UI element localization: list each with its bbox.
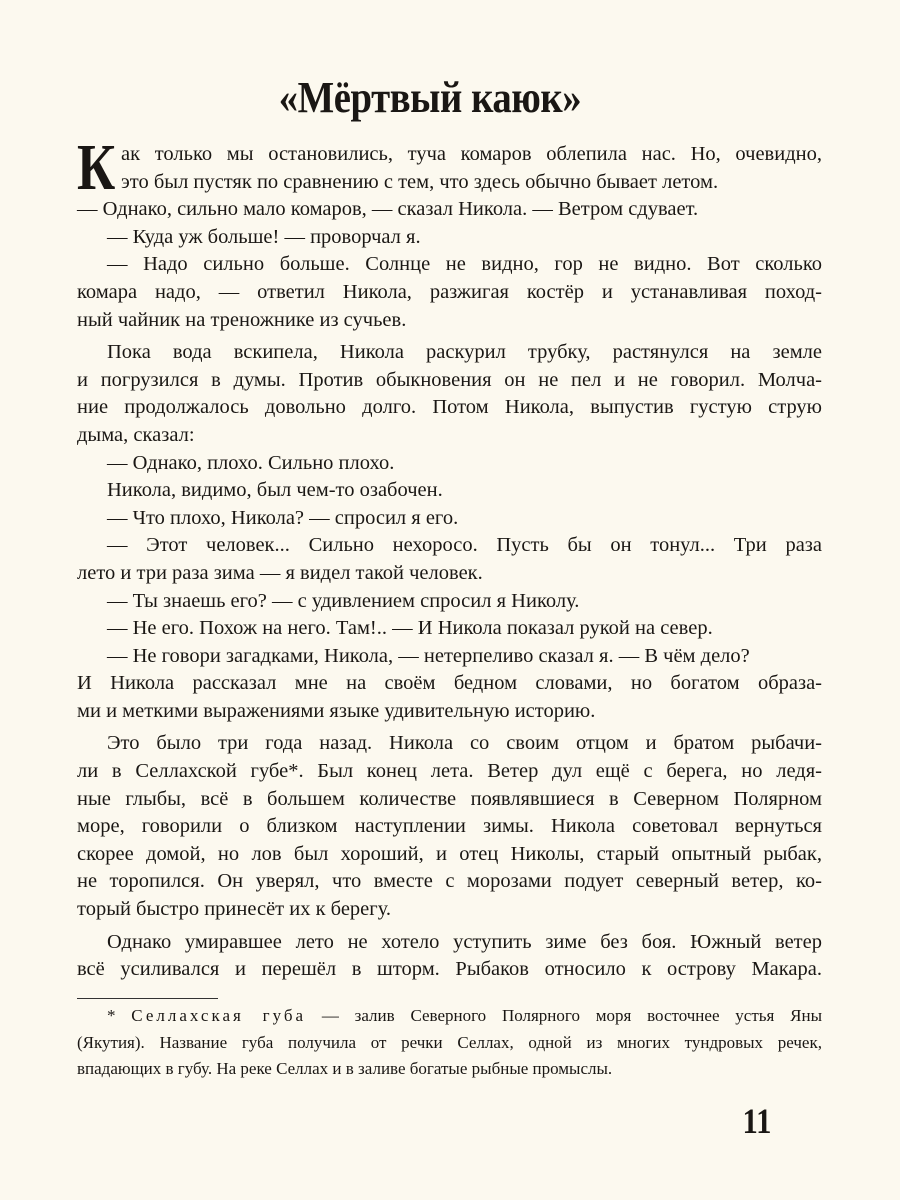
paragraph: [77, 730, 822, 923]
paragraph: [77, 643, 822, 671]
text-line: лето и три раза зима — я видел такой человек.: [77, 561, 483, 584]
text-line: скорее домой, но лов был хороший, и отец Николы, старый опытный рыбак,: [77, 842, 822, 865]
text-line: — Этот человек... Сильно нехоросо. Пусть бы он тонул... Три раза: [107, 534, 822, 557]
text-line: — Куда уж больше! — проворчал я.: [107, 225, 421, 248]
text-line: — Не говори загадками, Никола, — нетерпеливо сказал я. — В чём дело?: [107, 644, 750, 667]
text-line: И Никола рассказал мне на своём бедном словами, но богатом образа-: [77, 672, 822, 695]
text-line: дыма, сказал:: [77, 423, 195, 446]
text-line: — Однако, плохо. Сильно плохо.: [107, 451, 395, 474]
text-line: море, говорили о близком наступлении зимы. Никола советовал вернуться: [77, 815, 822, 838]
footnote-text: — залив Северного Полярного моря восточнее устья Яны: [306, 1006, 822, 1025]
text-line: это был пустяк по сравнению с тем, что здесь обычно бывает летом.: [121, 170, 719, 193]
paragraph: [77, 196, 822, 224]
footnote-term: Селлахская губа: [131, 1006, 307, 1025]
paragraph: [77, 224, 822, 252]
footnote-line: впадающих в губу. На реке Селлах и в заливе богатые рыбные промыслы.: [77, 1059, 613, 1078]
paragraph: [77, 929, 822, 984]
text-line: Пока вода вскипела, Никола раскурил трубку, растянулся на земле: [107, 341, 822, 364]
text-line: ми и меткими выражениями языке удивительную историю.: [77, 699, 596, 722]
paragraph: [77, 477, 822, 505]
paragraph: [77, 450, 822, 478]
text-line: ли в Селлахской губе*. Был конец лета. Ветер дул ещё с берега, но ледя-: [77, 760, 822, 783]
drop-cap: К: [77, 131, 116, 204]
paragraph: [77, 131, 822, 204]
page-number: 11: [742, 1101, 772, 1141]
paragraph: [77, 251, 822, 334]
text-line: — Однако, сильно мало комаров, — сказал Никола. — Ветром сдувает.: [77, 198, 699, 221]
chapter-title: «Мёртвый каюк»: [278, 73, 582, 122]
footnote-marker: *: [107, 1006, 132, 1025]
text-line: всё усиливался и перешёл в шторм. Рыбаков относило к острову Макара.: [77, 958, 822, 981]
text-line: комара надо, — ответил Никола, разжигая костёр и устанавливая поход-: [77, 280, 822, 303]
paragraph: [77, 588, 822, 616]
paragraph: [77, 670, 822, 725]
text-line: Никола, видимо, был чем-то озабочен.: [107, 479, 443, 502]
text-line: Это было три года назад. Никола со своим отцом и братом рыбачи-: [107, 732, 822, 755]
text-line: — Что плохо, Никола? — спросил я его.: [107, 506, 459, 529]
text-line: не торопился. Он уверял, что вместе с морозами подует северный ветер, ко-: [77, 870, 822, 893]
text-line: — Не его. Похож на него. Там!.. — И Никола показал рукой на север.: [107, 617, 713, 640]
paragraph: [77, 615, 822, 643]
paragraph: [77, 339, 822, 449]
text-line: ак только мы остановились, туча комаров облепила нас. Но, очевидно,: [121, 143, 822, 165]
text-line: торый быстро принесёт их к берегу.: [77, 898, 392, 921]
text-line: ные глыбы, всё в большем количестве появлявшиеся в Северном Полярном: [77, 787, 822, 810]
footnote: [77, 1003, 822, 1083]
text-line: Однако умиравшее лето не хотело уступить зиме без боя. Южный ветер: [107, 930, 822, 953]
body-text: [77, 131, 822, 984]
text-line: — Надо сильно больше. Солнце не видно, гор не видно. Вот сколько: [107, 253, 822, 276]
text-line: — Ты знаешь его? — с удивлением спросил я Николу.: [107, 589, 580, 612]
footnote-divider: [77, 998, 218, 999]
footnote-line: [77, 1003, 822, 1030]
text-line: ный чайник на треножнике из сучьев.: [77, 308, 407, 331]
paragraph: [77, 532, 822, 587]
text-line: ние продолжалось довольно долго. Потом Никола, выпустив густую струю: [77, 396, 822, 419]
paragraph: [77, 505, 822, 533]
footnote-line: (Якутия). Название губа получила от речки Селлах, одной из многих тундровых речек,: [77, 1032, 822, 1052]
text-line: и погрузился в думы. Против обыкновения он не пел и не говорил. Молча-: [77, 368, 822, 391]
